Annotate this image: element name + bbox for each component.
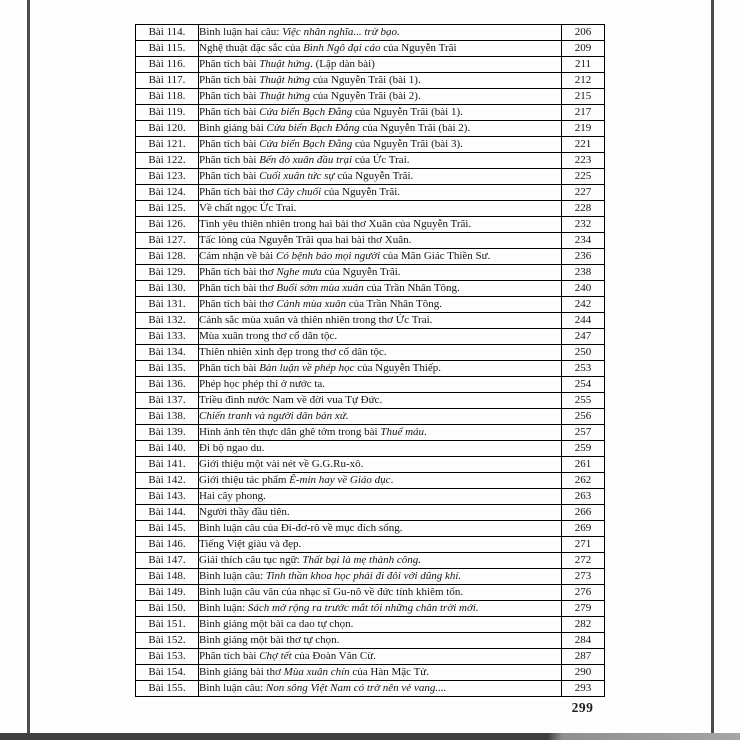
lesson-page: 273 [562, 569, 605, 585]
lesson-title: Bình giảng bài Cửa biển Bạch Đằng của Nguyễn Trãi (bài 2). [199, 121, 562, 137]
toc-row [136, 41, 605, 57]
lesson-number: Bài 155. [136, 681, 199, 697]
lesson-page: 232 [562, 217, 605, 233]
toc-row [136, 297, 605, 313]
lesson-page: 238 [562, 265, 605, 281]
toc-row [136, 153, 605, 169]
toc-row [136, 585, 605, 601]
lesson-title: Cảnh sắc mùa xuân và thiên nhiên trong thơ Ức Trai. [199, 313, 562, 329]
page-left-edge [27, 0, 30, 734]
lesson-title: Thiên nhiên xinh đẹp trong thơ cổ dân tộc. [199, 345, 562, 361]
lesson-title: Bình luận: Sách mở rộng ra trước mắt tôi những chân trời mới. [199, 601, 562, 617]
lesson-title: Triều đình nước Nam về đời vua Tự Đức. [199, 393, 562, 409]
lesson-page: 272 [562, 553, 605, 569]
lesson-number: Bài 148. [136, 569, 199, 585]
lesson-page: 290 [562, 665, 605, 681]
lesson-number: Bài 114. [136, 25, 199, 41]
lesson-number: Bài 124. [136, 185, 199, 201]
lesson-page: 255 [562, 393, 605, 409]
lesson-number: Bài 138. [136, 409, 199, 425]
lesson-number: Bài 136. [136, 377, 199, 393]
lesson-title: Phân tích bài thơ Buổi sớm mùa xuân của Trần Nhân Tông. [199, 281, 562, 297]
lesson-number: Bài 152. [136, 633, 199, 649]
lesson-number: Bài 143. [136, 489, 199, 505]
lesson-title: Phân tích bài Cửa biển Bạch Đằng của Nguyễn Trãi (bài 3). [199, 137, 562, 153]
lesson-page: 271 [562, 537, 605, 553]
lesson-page: 259 [562, 441, 605, 457]
toc-row [136, 217, 605, 233]
toc-row [136, 377, 605, 393]
toc-row [136, 665, 605, 681]
toc-row [136, 329, 605, 345]
toc-row [136, 121, 605, 137]
lesson-number: Bài 133. [136, 329, 199, 345]
lesson-page: 253 [562, 361, 605, 377]
table-of-contents [135, 24, 605, 697]
lesson-number: Bài 119. [136, 105, 199, 121]
lesson-page: 217 [562, 105, 605, 121]
lesson-page: 236 [562, 249, 605, 265]
lesson-page: 282 [562, 617, 605, 633]
lesson-page: 261 [562, 457, 605, 473]
lesson-number: Bài 115. [136, 41, 199, 57]
toc-row [136, 89, 605, 105]
lesson-title: Phân tích bài Chợ tết của Đoàn Văn Cừ. [199, 649, 562, 665]
lesson-number: Bài 147. [136, 553, 199, 569]
toc-row [136, 649, 605, 665]
lesson-number: Bài 130. [136, 281, 199, 297]
lesson-title: Về chất ngọc Ức Trai. [199, 201, 562, 217]
lesson-number: Bài 142. [136, 473, 199, 489]
lesson-page: 225 [562, 169, 605, 185]
lesson-title: Bình luận câu: Tinh thần khoa học phải đi đôi với dũng khí. [199, 569, 562, 585]
lesson-page: 240 [562, 281, 605, 297]
lesson-number: Bài 151. [136, 617, 199, 633]
lesson-number: Bài 137. [136, 393, 199, 409]
toc-row [136, 201, 605, 217]
toc-row [136, 441, 605, 457]
lesson-title: Phân tích bài Bến đò xuân đầu trại của Ức Trai. [199, 153, 562, 169]
lesson-title: Người thầy đầu tiên. [199, 505, 562, 521]
lesson-number: Bài 126. [136, 217, 199, 233]
lesson-title: Tấc lòng của Nguyễn Trãi qua hai bài thơ Xuân. [199, 233, 562, 249]
lesson-title: Cảm nhận về bài Có bệnh bảo mọi người của Mãn Giác Thiền Sư. [199, 249, 562, 265]
lesson-title: Giới thiệu một vài nét về G.G.Ru-xô. [199, 457, 562, 473]
lesson-title: Phân tích bài thơ Nghe mưa của Nguyễn Trãi. [199, 265, 562, 281]
lesson-number: Bài 117. [136, 73, 199, 89]
lesson-title: Phân tích bài Thuật hứng của Nguyễn Trãi (bài 1). [199, 73, 562, 89]
lesson-title: Tiếng Việt giàu và đẹp. [199, 537, 562, 553]
lesson-page: 256 [562, 409, 605, 425]
lesson-page: 219 [562, 121, 605, 137]
lesson-page: 263 [562, 489, 605, 505]
toc-row [136, 569, 605, 585]
toc-row [136, 489, 605, 505]
toc-row [136, 233, 605, 249]
lesson-number: Bài 118. [136, 89, 199, 105]
lesson-title: Hình ảnh tên thực dân ghê tởm trong bài Thuế máu. [199, 425, 562, 441]
page-bottom-shadow [0, 733, 740, 740]
toc-row [136, 281, 605, 297]
lesson-number: Bài 144. [136, 505, 199, 521]
lesson-title: Bình luận câu: Non sông Việt Nam có trở nên vẻ vang.... [199, 681, 562, 697]
lesson-title: Bình luận câu văn của nhạc sĩ Gu-nô về đức tính khiêm tốn. [199, 585, 562, 601]
lesson-page: 244 [562, 313, 605, 329]
lesson-number: Bài 149. [136, 585, 199, 601]
lesson-title: Giải thích câu tục ngữ: Thất bại là mẹ thành công. [199, 553, 562, 569]
lesson-page: 211 [562, 57, 605, 73]
lesson-number: Bài 153. [136, 649, 199, 665]
lesson-number: Bài 125. [136, 201, 199, 217]
lesson-page: 250 [562, 345, 605, 361]
lesson-number: Bài 121. [136, 137, 199, 153]
lesson-page: 254 [562, 377, 605, 393]
lesson-page: 209 [562, 41, 605, 57]
lesson-title: Phân tích bài Thuật hứng của Nguyễn Trãi (bài 2). [199, 89, 562, 105]
lesson-page: 276 [562, 585, 605, 601]
toc-row [136, 361, 605, 377]
lesson-page: 212 [562, 73, 605, 89]
lesson-title: Hai cây phong. [199, 489, 562, 505]
lesson-title: Phân tích bài Bàn luận về phép học của Nguyễn Thiếp. [199, 361, 562, 377]
toc-row [136, 617, 605, 633]
lesson-title: Đi bộ ngao du. [199, 441, 562, 457]
lesson-number: Bài 139. [136, 425, 199, 441]
toc-row [136, 521, 605, 537]
lesson-page: 223 [562, 153, 605, 169]
toc-row [136, 601, 605, 617]
page-right-edge [711, 0, 714, 734]
lesson-page: 293 [562, 681, 605, 697]
toc-row [136, 265, 605, 281]
lesson-title: Giới thiệu tác phẩm Ê-min hay về Giáo dục. [199, 473, 562, 489]
toc-row [136, 553, 605, 569]
toc-row [136, 137, 605, 153]
lesson-number: Bài 129. [136, 265, 199, 281]
toc-row [136, 73, 605, 89]
lesson-number: Bài 123. [136, 169, 199, 185]
toc-row [136, 457, 605, 473]
lesson-title: Bình giảng một bài ca dao tự chọn. [199, 617, 562, 633]
toc-row [136, 185, 605, 201]
lesson-title: Phép học phép thi ở nước ta. [199, 377, 562, 393]
toc-row [136, 473, 605, 489]
lesson-number: Bài 131. [136, 297, 199, 313]
lesson-page: 262 [562, 473, 605, 489]
lesson-page: 247 [562, 329, 605, 345]
lesson-number: Bài 140. [136, 441, 199, 457]
lesson-title: Phân tích bài Thuật hứng. (Lập dàn bài) [199, 57, 562, 73]
toc-row [136, 681, 605, 697]
lesson-title: Phân tích bài Cửa biển Bạch Đằng của Nguyễn Trãi (bài 1). [199, 105, 562, 121]
lesson-page: 242 [562, 297, 605, 313]
lesson-number: Bài 128. [136, 249, 199, 265]
lesson-number: Bài 132. [136, 313, 199, 329]
toc-row [136, 633, 605, 649]
toc-row [136, 393, 605, 409]
lesson-page: 221 [562, 137, 605, 153]
lesson-page: 228 [562, 201, 605, 217]
lesson-title: Phân tích bài thơ Cảnh mùa xuân của Trần Nhân Tông. [199, 297, 562, 313]
lesson-page: 269 [562, 521, 605, 537]
lesson-number: Bài 116. [136, 57, 199, 73]
toc-row [136, 409, 605, 425]
lesson-number: Bài 134. [136, 345, 199, 361]
lesson-number: Bài 141. [136, 457, 199, 473]
lesson-number: Bài 150. [136, 601, 199, 617]
lesson-title: Bình luận câu của Đi-đơ-rô về mục đích sống. [199, 521, 562, 537]
lesson-title: Bình giảng một bài thơ tự chọn. [199, 633, 562, 649]
toc-row [136, 505, 605, 521]
toc-row [136, 425, 605, 441]
lesson-page: 279 [562, 601, 605, 617]
lesson-title: Bình luận hai câu: Việc nhân nghĩa... trừ bạo. [199, 25, 562, 41]
lesson-page: 234 [562, 233, 605, 249]
lesson-title: Chiến tranh và người dân bản xứ. [199, 409, 562, 425]
toc-row [136, 57, 605, 73]
lesson-number: Bài 154. [136, 665, 199, 681]
toc-row [136, 25, 605, 41]
toc-row [136, 313, 605, 329]
lesson-number: Bài 145. [136, 521, 199, 537]
toc-row [136, 105, 605, 121]
lesson-page: 257 [562, 425, 605, 441]
lesson-page: 206 [562, 25, 605, 41]
lesson-number: Bài 120. [136, 121, 199, 137]
toc-row [136, 345, 605, 361]
lesson-title: Mùa xuân trong thơ cổ dân tộc. [199, 329, 562, 345]
toc-row [136, 169, 605, 185]
lesson-page: 227 [562, 185, 605, 201]
lesson-page: 284 [562, 633, 605, 649]
lesson-number: Bài 135. [136, 361, 199, 377]
lesson-title: Nghệ thuật đặc sắc của Bình Ngô đại cáo của Nguyễn Trãi [199, 41, 562, 57]
lesson-number: Bài 122. [136, 153, 199, 169]
toc-row [136, 249, 605, 265]
page-number: 299 [571, 700, 594, 715]
lesson-title: Phân tích bài thơ Cây chuối của Nguyễn Trãi. [199, 185, 562, 201]
lesson-number: Bài 146. [136, 537, 199, 553]
lesson-title: Tình yêu thiên nhiên trong hai bài thơ Xuân của Nguyễn Trãi. [199, 217, 562, 233]
lesson-number: Bài 127. [136, 233, 199, 249]
lesson-page: 215 [562, 89, 605, 105]
lesson-title: Bình giảng bài thơ Mùa xuân chín của Hàn Mặc Tử. [199, 665, 562, 681]
lesson-page: 287 [562, 649, 605, 665]
toc-row [136, 537, 605, 553]
lesson-title: Phân tích bài Cuối xuân tức sự của Nguyễn Trãi. [199, 169, 562, 185]
lesson-page: 266 [562, 505, 605, 521]
